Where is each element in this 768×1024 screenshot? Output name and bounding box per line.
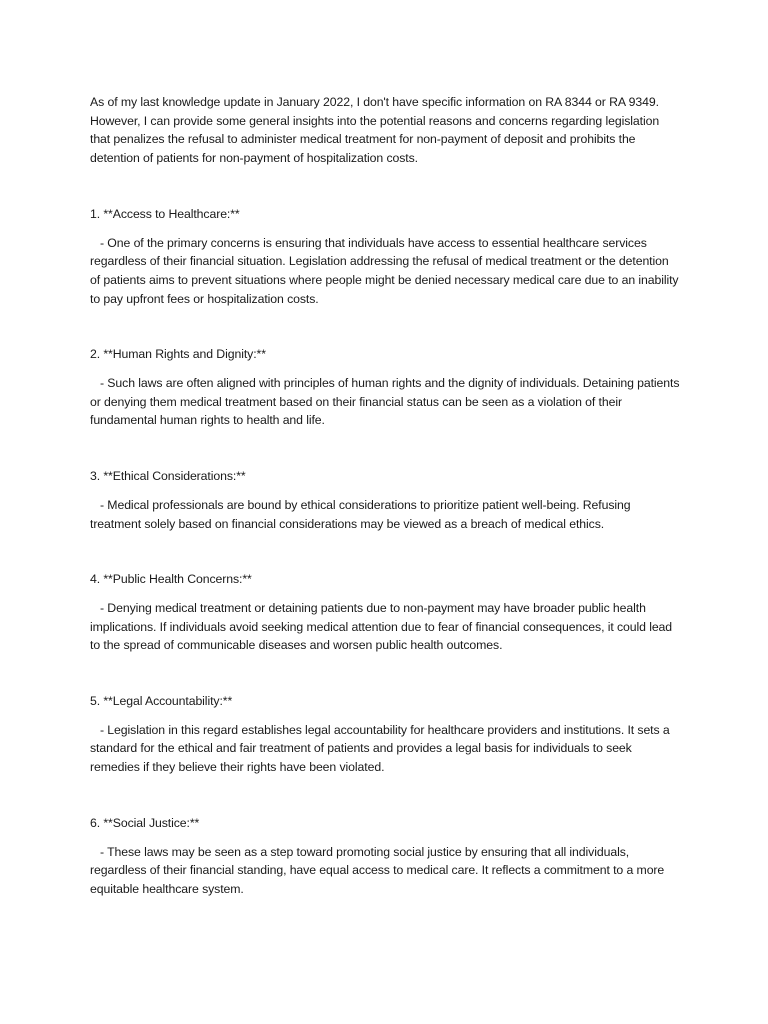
document-page [90,93,680,899]
section-body: - These laws may be seen as a step toward promoting social justice by ensuring that all individuals, regardless of their financial standing, have equal access to medical care. It reflects a commitment to a more equitable healthcare system. [90,844,665,896]
section-body: - Denying medical treatment or detaining patients due to non-payment may have broader public health implications. If individuals avoid seeking medical attention due to fear of financial consequences, it could lead to the spread of communicable diseases and worsen public health outcomes. [90,600,673,653]
intro-paragraph: As of my last knowledge update in January 2022, I don't have specific information on RA 8344 or RA 9349. However, I can provide some general insights into the potential reasons and concerns regarding legislation that penalizes the refusal to administer medical treatment for non-payment of deposit and prohibits the detention of patients for non-payment of hospitalization costs. [90,95,660,166]
section-body: - Medical professionals are bound by ethical considerations to prioritize patient well-being. Refusing treatment solely based on financial considerations may be viewed as a breach of medical ethics. [90,497,631,531]
section-heading: 4. **Public Health Concerns:** [90,572,252,587]
section-heading: 6. **Social Justice:** [90,815,200,830]
section-heading: 5. **Legal Accountability:** [90,694,233,709]
section-4 [90,570,680,655]
section-5 [90,692,680,777]
section-body: - Such laws are often aligned with principles of human rights and the dignity of individuals. Detaining patients or denying them medical treatment based on their financial status can be seen as a violation of their fundamental human rights to health and life. [90,376,680,428]
section-heading: 1. **Access to Healthcare:** [90,206,240,221]
section-body: - Legislation in this regard establishes legal accountability for healthcare providers and institutions. It sets a standard for the ethical and fair treatment of patients and provides a legal basis for individuals to seek remedies if they believe their rights have been violated. [90,722,670,775]
section-body: - One of the primary concerns is ensuring that individuals have access to essential healthcare services regardless of their financial situation. Legislation addressing the refusal of medical treatment or the detention of patients aims to prevent situations where people might be denied necessary medical care due to an inability to pay upfront fees or hospitalization costs. [90,235,679,306]
section-1 [90,205,680,309]
section-heading: 3. **Ethical Considerations:** [90,469,246,484]
section-2 [90,345,680,430]
section-3 [90,467,680,533]
section-6 [90,814,680,899]
section-heading: 2. **Human Rights and Dignity:** [90,347,266,362]
